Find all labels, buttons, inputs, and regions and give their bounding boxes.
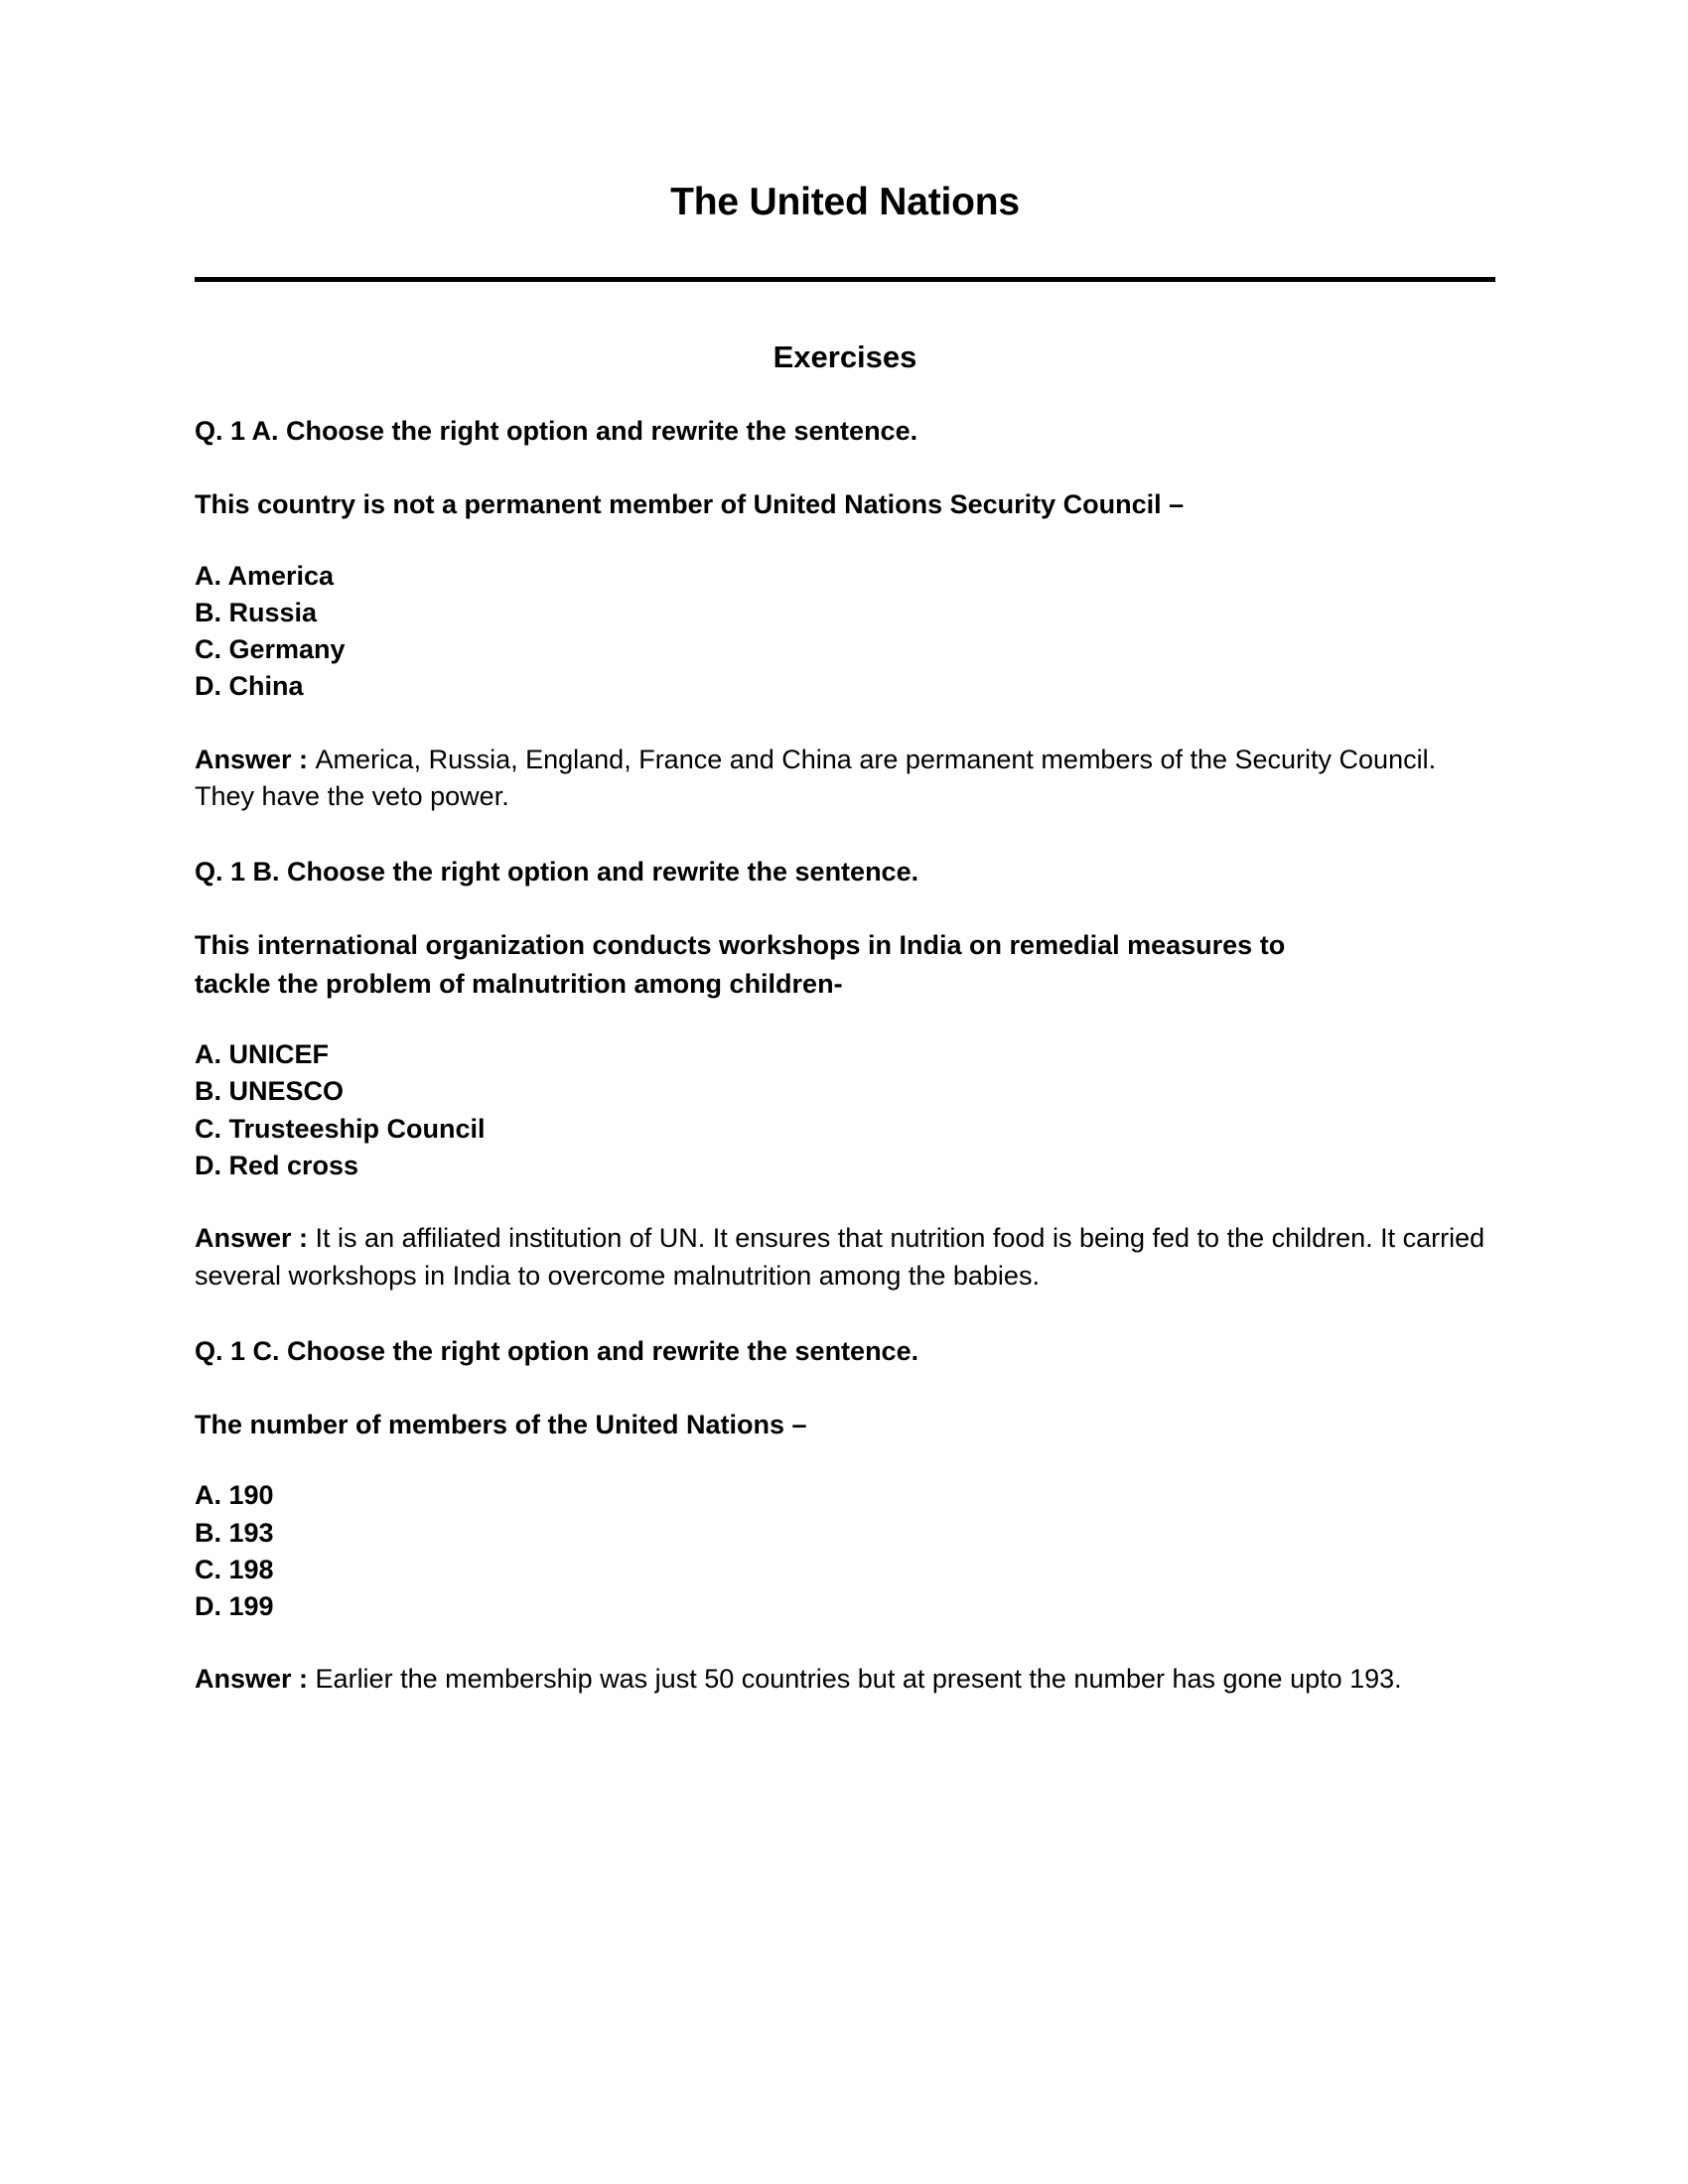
page-title: The United Nations xyxy=(670,181,1020,223)
question-block-1c xyxy=(195,1333,1495,1699)
option-item[interactable]: C. Germany xyxy=(195,634,346,665)
answer-separator: : xyxy=(291,1223,316,1254)
answer-separator: : xyxy=(291,1664,316,1695)
answer-paragraph xyxy=(195,742,1485,817)
section-heading-exercises: Exercises xyxy=(773,339,917,374)
option-item[interactable]: A. UNICEF xyxy=(195,1039,329,1070)
option-item[interactable]: B. 193 xyxy=(195,1517,274,1548)
option-item[interactable]: B. Russia xyxy=(195,597,318,627)
answer-label: Answer xyxy=(195,1223,292,1254)
option-item[interactable]: D. 199 xyxy=(195,1591,274,1622)
option-list xyxy=(195,558,1495,706)
answer-text: Earlier the membership was just 50 countries but at present the number has gone upto 193. xyxy=(315,1664,1402,1695)
option-item[interactable]: D. Red cross xyxy=(195,1150,359,1180)
question-prompt: Q. 1 C. Choose the right option and rewrite the sentence. xyxy=(195,1335,919,1366)
option-list xyxy=(195,1477,1495,1625)
question-statement: This country is not a permanent member of United Nations Security Council – xyxy=(195,489,1185,520)
answer-paragraph xyxy=(195,1220,1485,1296)
option-list xyxy=(195,1036,1495,1184)
question-statement: This international organization conducts workshops in India on remedial measures to tackle the problem of malnutrition among children- xyxy=(195,930,1286,999)
answer-text: America, Russia, England, France and China are permanent members of the Security Council. They have the veto power. xyxy=(195,744,1437,812)
question-block-1b xyxy=(195,854,1495,1296)
answer-label: Answer xyxy=(195,1664,292,1695)
option-item[interactable]: A. America xyxy=(195,560,335,591)
question-prompt: Q. 1 B. Choose the right option and rewrite the sentence. xyxy=(195,857,919,887)
question-statement: The number of members of the United Nations – xyxy=(195,1409,807,1439)
answer-separator: : xyxy=(291,744,316,774)
question-block-1a xyxy=(195,413,1495,816)
answer-paragraph xyxy=(195,1661,1485,1699)
option-item[interactable]: D. China xyxy=(195,671,304,702)
option-item[interactable]: C. 198 xyxy=(195,1554,274,1584)
question-prompt: Q. 1 A. Choose the right option and rewrite the sentence. xyxy=(195,416,918,447)
option-item[interactable]: A. 190 xyxy=(195,1480,274,1511)
document-content xyxy=(195,0,1495,1699)
answer-text: It is an affiliated institution of UN. It ensures that nutrition food is being fed to the children. It carried several workshops in India to overcome malnutrition among the babies. xyxy=(195,1223,1485,1291)
option-item[interactable]: B. UNESCO xyxy=(195,1076,345,1107)
option-item[interactable]: C. Trusteeship Council xyxy=(195,1113,486,1144)
answer-label: Answer xyxy=(195,744,292,774)
